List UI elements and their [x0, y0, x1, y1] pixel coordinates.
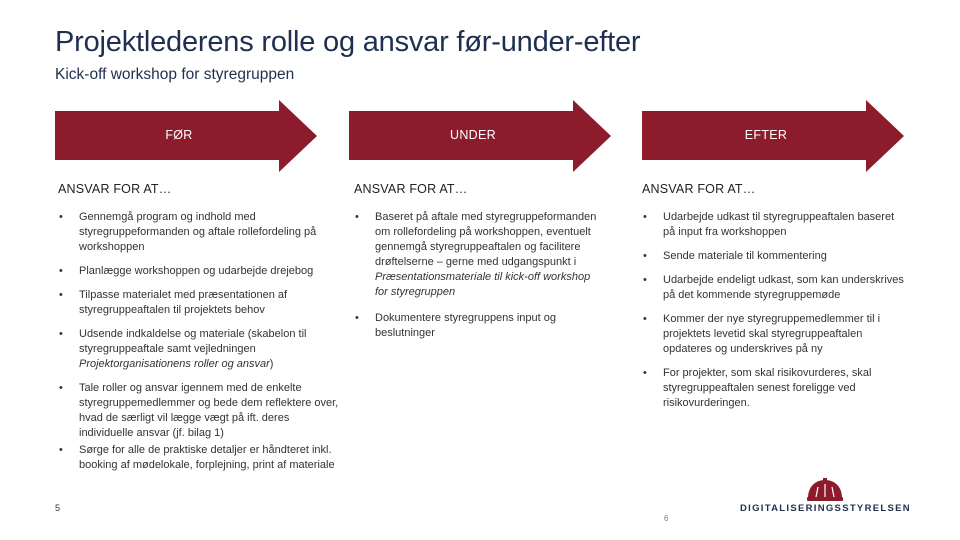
list-item: • Baseret på aftale med styregruppeformanden om rollefordeling på workshoppen, eventuelt gennemgå styregruppeaftalen og facilitere drøftelserne – gerne med udgangspunkt i Præsentationsmateriale til kick-off workshop for styregruppen	[354, 210, 606, 300]
page-number-left: 5	[55, 503, 61, 513]
bullet-list	[58, 210, 340, 473]
bullet-list	[642, 210, 906, 411]
phase-label: UNDER	[450, 128, 496, 142]
phase-arrow-after	[642, 100, 914, 172]
page-number-right: 6	[664, 514, 669, 523]
phase-label: FØR	[165, 128, 193, 142]
column-heading: ANSVAR FOR AT…	[58, 182, 172, 196]
column-heading: ANSVAR FOR AT…	[642, 182, 756, 196]
list-item: • For projekter, som skal risikovurderes, skal styregruppeaftalen senest foreligge ved risikovurderingen.	[642, 366, 906, 411]
column-heading: ANSVAR FOR AT…	[354, 182, 468, 196]
list-item: • Sende materiale til kommentering	[642, 249, 906, 264]
list-item: • Gennemgå program og indhold med styregruppeformanden og aftale rollefordeling på workshoppen	[58, 210, 340, 255]
list-item: • Dokumentere styregruppens input og beslutninger	[354, 311, 606, 341]
column-after	[642, 182, 906, 420]
list-item: • Sørge for alle de praktiske detaljer er håndteret inkl. booking af mødelokale, forplejning, print af materiale	[58, 443, 340, 473]
list-item: • Tilpasse materialet med præsentationen af styregruppeaftalen til projektets behov	[58, 288, 340, 318]
list-item: • Kommer der nye styregruppemedlemmer til i projektets levetid skal styregruppeaftalen opdateres og underskrives på ny	[642, 312, 906, 357]
list-item: • Tale roller og ansvar igennem med de enkelte styregruppemedlemmer og bede dem reflektere over, hvad de særligt vil lægge vægt på ift. deres individuelle ansvar (jf. bilag 1)	[58, 381, 340, 441]
phase-arrow-during	[349, 100, 621, 172]
list-item: • Udarbejde udkast til styregruppeaftalen baseret på input fra workshoppen	[642, 210, 906, 240]
list-item: • Udsende indkaldelse og materiale (skabelon til styregruppeaftale samt vejledningen Projektorganisationens roller og ansvar)	[58, 327, 340, 372]
page-title: Projektlederens rolle og ansvar før-under-efter	[55, 26, 641, 58]
agency-logo	[740, 478, 910, 518]
list-item: • Udarbejde endeligt udkast, som kan underskrives på det kommende styregruppemøde	[642, 273, 906, 303]
logo-wordmark: DIGITALISERINGSSTYRELSEN	[740, 503, 911, 514]
list-item: • Planlægge workshoppen og udarbejde drejebog	[58, 264, 340, 279]
column-during	[354, 182, 606, 350]
phase-arrow-before	[55, 100, 327, 172]
page-subtitle: Kick-off workshop for styregruppen	[55, 66, 295, 83]
phase-label: EFTER	[744, 128, 788, 142]
bullet-list	[354, 210, 606, 341]
column-before	[58, 182, 340, 482]
